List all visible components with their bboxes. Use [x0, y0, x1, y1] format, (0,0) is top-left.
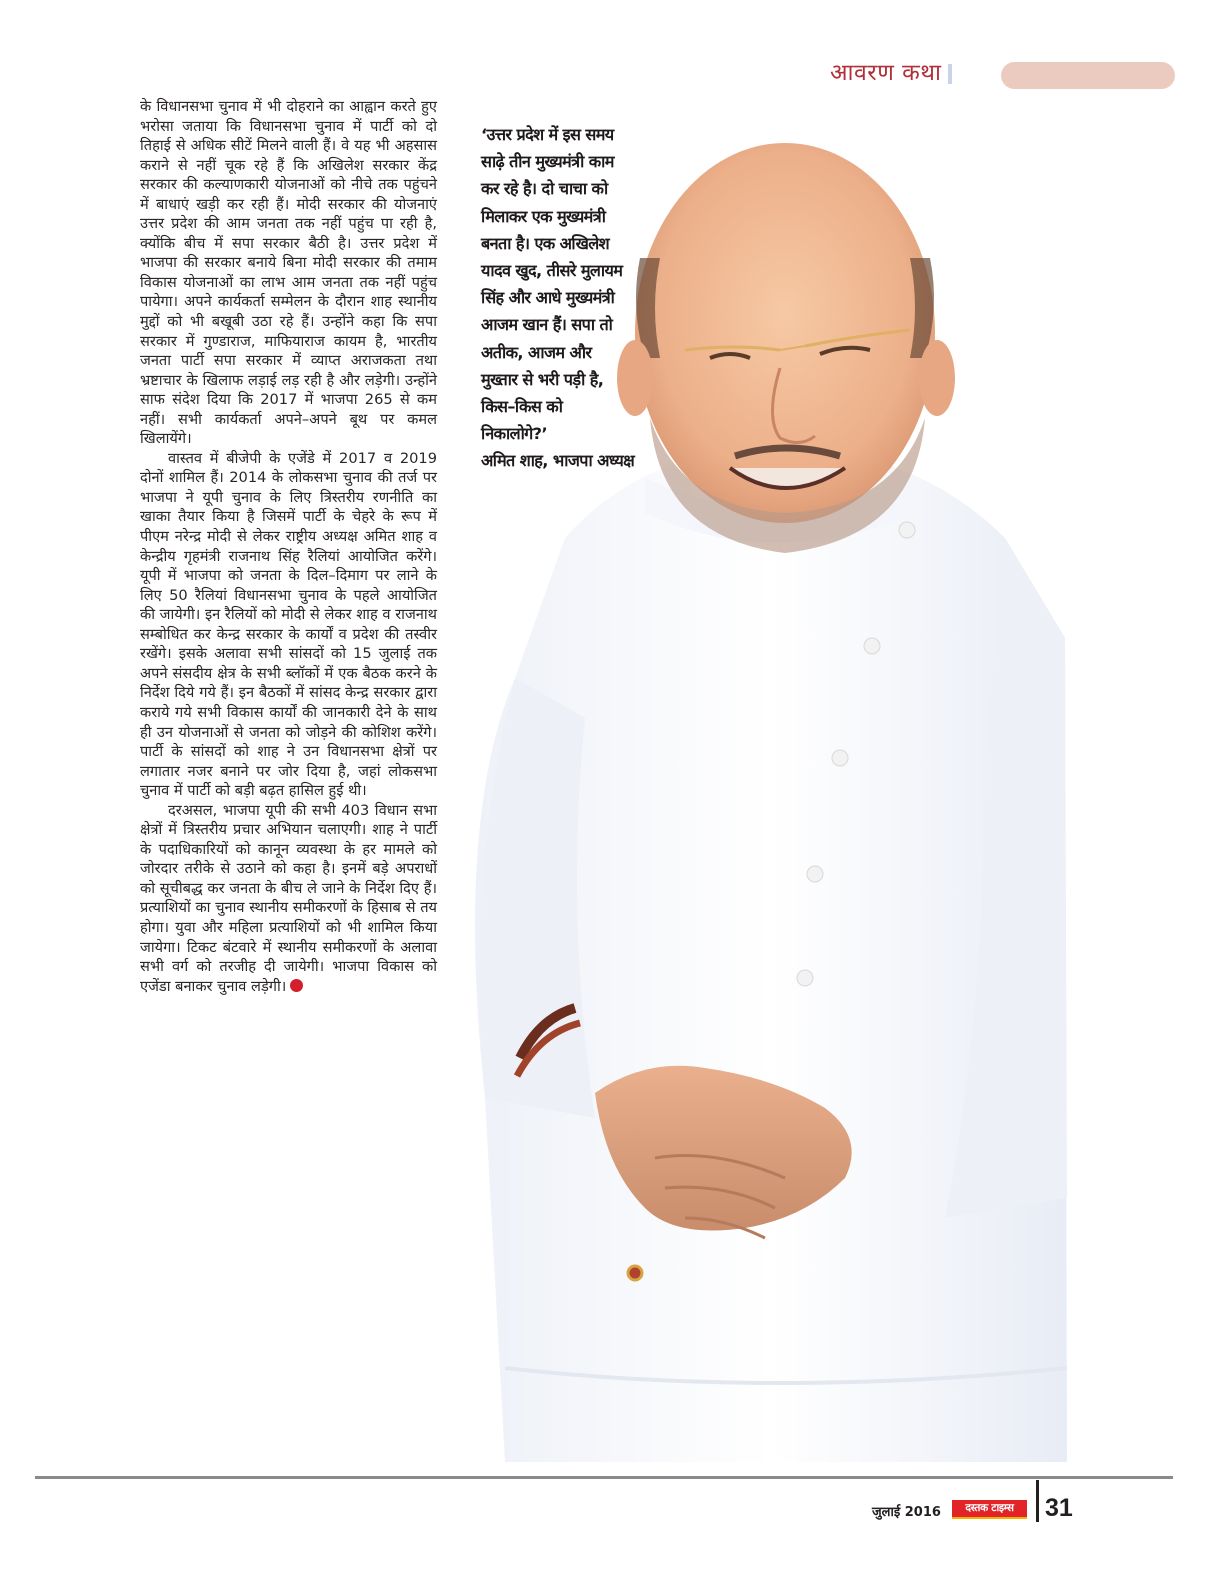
article-body: [140, 97, 437, 996]
issue-date: जुलाई 2016: [872, 1505, 941, 1520]
pull-quote-attribution: अमित शाह, भाजपा अध्यक्ष: [481, 451, 635, 471]
pull-quote-line: निकालोगे?’: [481, 424, 548, 444]
pull-quote-line: बनता है। एक अखिलेश: [481, 233, 610, 253]
pull-quote-line: मुख्तार से भरी पड़ी है,: [481, 369, 604, 389]
pull-quote-line: सिंह और आधे मुख्यमंत्री: [481, 288, 615, 308]
section-label: आवरण कथा: [830, 60, 942, 86]
pull-quote-line: यादव खुद, तीसरे मुलायम: [481, 261, 623, 281]
article-paragraph: वास्तव में बीजेपी के एजेंडे में 2017 व 2019 दोनों शामिल हैं। 2014 के लोकसभा चुनाव की तर्ज पर भाजपा ने यूपी चुनाव के लिए त्रिस्तरीय रणनीति का खाका तैयार किया है जिसमें पार्टी के चेहरे के रूप में पीएम नरेन्द्र मोदी से लेकर राष्ट्रीय अध्यक्ष अमित शाह व केन्द्रीय गृहमंत्री राजनाथ सिंह रैलियां आयोजित करेंगे। यूपी में भाजपा को जनता के दिल–दिमाग पर लाने के लिए 50 रैलियां विधानसभा चुनाव के पहले आयोजित की जायेगी। इन रैलियों को मोदी से लेकर शाह व राजनाथ सम्बोधित कर केन्द्र सरकार के कार्यों व प्रदेश की तस्वीर रखेंगे। इसके अलावा सभी सांसदों को 15 जुलाई तक अपने संसदीय क्षेत्र के सभी ब्लॉकों में एक बैठक करने के निर्देश दिये गये हैं। इन बैठकों में सांसद केन्द्र सरकार द्वारा कराये गये सभी विकास कार्यों की जानकारी देने के साथ ही उन योजनाओं से जनता को जोड़ने की कोशिश करेंगे। पार्टी के सांसदों को शाह ने उन विधानसभा क्षेत्रों पर लगातार नजर बनाने पर जोर दिया है, जहां लोकसभा चुनाव में पार्टी को बड़ी बढ़त हासिल हुई थी।: [140, 449, 437, 800]
article-paragraph: के विधानसभा चुनाव में भी दोहराने का आह्वान करते हुए भरोसा जताया कि विधानसभा चुनाव में पार्टी को दो तिहाई से अधिक सीटें मिलने वाली हैं। वे यह भी अहसास कराने से नहीं चूक रहे हैं कि अखिलेश सरकार केंद्र सरकार की कल्याणकारी योजनाओं को नीचे तक पहुंचने में बाधाएं खड़ी कर रही हैं। मोदी सरकार की योजनाएं उत्तर प्रदेश की आम जनता तक नहीं पहुंच पा रही है, क्योंकि बीच में सपा सरकार बैठी है। उत्तर प्रदेश में भाजपा की सरकार बनाये बिना मोदी सरकार की तमाम विकास योजनाओं का लाभ आम जनता तक नहीं पहुंच पायेगा। अपने कार्यकर्ता सम्मेलन के दौरान शाह स्थानीय मुद्दों को भी बखूबी उठा रहे हैं। उन्होंने कहा कि सपा सरकार में गुण्डाराज, माफियाराज कायम है, भारतीय जनता पार्टी सपा सरकार में व्याप्त अराजकता तथा भ्रष्टाचार के खिलाफ लड़ाई लड़ रही है और लड़ेगी। उन्होंने साफ संदेश दिया कि 2017 में भाजपा 265 से कम नहीं। सभी कार्यकर्ता अपने–अपने बूथ पर कमल खिलायेंगे।: [140, 98, 437, 448]
footer-divider: [1036, 1480, 1039, 1522]
section-tab-pill: [1001, 62, 1175, 89]
pull-quote-line: अतीक, आजम और: [481, 342, 592, 362]
article-paragraph: [140, 801, 437, 996]
pull-quote-line: ‘उत्तर प्रदेश में इस समय: [481, 125, 614, 144]
article-paragraph-text: दरअसल, भाजपा यूपी की सभी 403 विधान सभा क्षेत्रों में त्रिस्तरीय प्रचार अभियान चलाएगी। शाह ने पार्टी के पदाधिकारियों को कानून व्यवस्था के हर मामले को जोरदार तरीके से उठाने को कहा है। इनमें बड़े अपराधों को सूचीबद्ध कर जनता के बीच ले जाने के निर्देश दिए हैं। प्रत्याशियों का चुनाव स्थानीय समीकरणों के हिसाब से तय होगा। युवा और महिला प्रत्याशियों को भी शामिल किया जायेगा। टिकट बंटवारे में स्थानीय समीकरणों के अलावा सभी वर्ग को तरजीह दी जायेगी। भाजपा विकास को एजेंडा बनाकर चुनाव लड़ेगी।: [140, 801, 437, 995]
pull-quote: [481, 121, 681, 475]
footer-rule: [35, 1476, 1173, 1479]
pull-quote-line: आजम खान हैं। सपा तो: [481, 315, 613, 335]
end-of-article-dot-icon: [290, 979, 303, 992]
pull-quote-line: किस–किस को: [481, 397, 563, 417]
magazine-logo: दस्तक टाइम्स: [952, 1500, 1027, 1519]
pull-quote-line: साढ़े तीन मुख्यमंत्री काम: [481, 152, 614, 172]
section-divider: [948, 64, 952, 84]
pull-quote-line: मिलाकर एक मुख्यमंत्री: [481, 206, 606, 226]
pull-quote-line: कर रहे है। दो चाचा को: [481, 179, 608, 199]
page-number: 31: [1045, 1494, 1073, 1522]
